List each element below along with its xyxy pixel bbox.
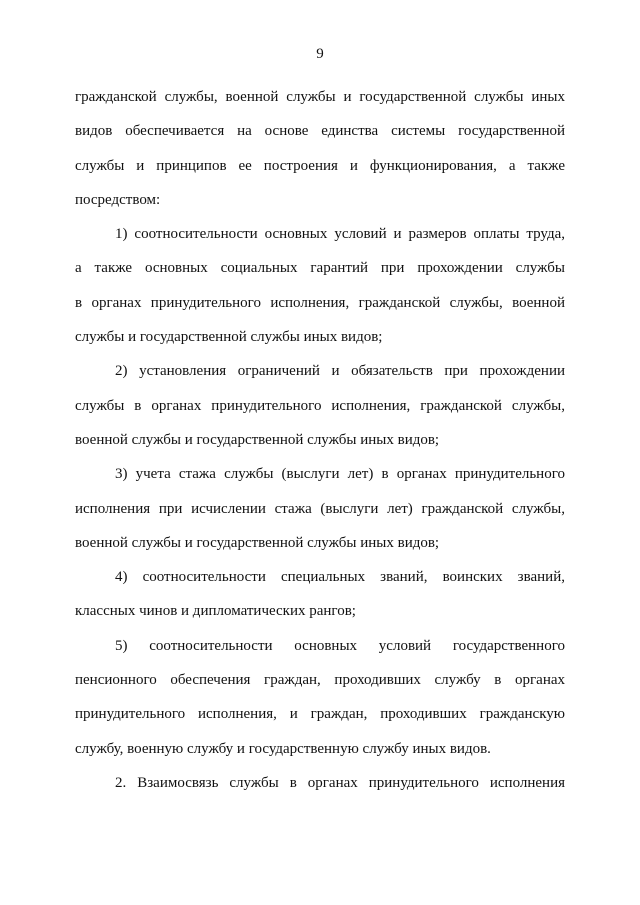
text-line: службы в органах принудительного исполнения, гражданской службы,	[75, 397, 565, 414]
text-line: военной службы и государственной службы иных видов;	[75, 431, 440, 448]
text-line: 4) соотносительности специальных званий, воинских званий,	[115, 569, 565, 586]
text-line: классных чинов и дипломатических рангов;	[75, 603, 356, 620]
text-line: военной службы и государственной службы иных видов;	[75, 534, 440, 551]
text-line: в органах принудительного исполнения, гражданской службы, военной	[75, 294, 565, 311]
text-line: принудительного исполнения, и граждан, проходивших гражданскую	[75, 706, 565, 723]
document-body	[75, 80, 565, 800]
list-item-5	[75, 629, 565, 766]
page-number: 9	[316, 46, 324, 62]
text-line: исполнения при исчислении стажа (выслуги лет) гражданской службы,	[75, 500, 565, 517]
text-line: службы и государственной службы иных видов;	[75, 329, 383, 346]
text-line: 2. Взаимосвязь службы в органах принудительного исполнения	[115, 774, 565, 791]
text-line: службы и принципов ее построения и функционирования, а также	[75, 157, 565, 174]
text-line: видов обеспечивается на основе единства системы государственной	[75, 123, 565, 140]
list-item-1	[75, 217, 565, 354]
text-line: 5) соотносительности основных условий государственного	[115, 637, 565, 654]
text-line: гражданской службы, военной службы и государственной службы иных	[75, 89, 565, 105]
list-item-2	[75, 354, 565, 457]
list-item-3	[75, 457, 565, 560]
section-2-paragraph	[75, 766, 565, 800]
text-line: 1) соотносительности основных условий и размеров оплаты труда,	[115, 226, 565, 243]
text-line: пенсионного обеспечения граждан, проходивших службу в органах	[75, 672, 565, 689]
text-line: 3) учета стажа службы (выслуги лет) в органах принудительного	[115, 466, 565, 483]
text-line: службу, военную службу и государственную службу иных видов.	[75, 740, 491, 757]
paragraph	[75, 80, 565, 217]
text-line: посредством:	[75, 191, 161, 208]
text-line: 2) установления ограничений и обязательств при прохождении	[115, 363, 565, 380]
list-item-4	[75, 560, 565, 629]
text-line: а также основных социальных гарантий при прохождении службы	[75, 260, 565, 277]
